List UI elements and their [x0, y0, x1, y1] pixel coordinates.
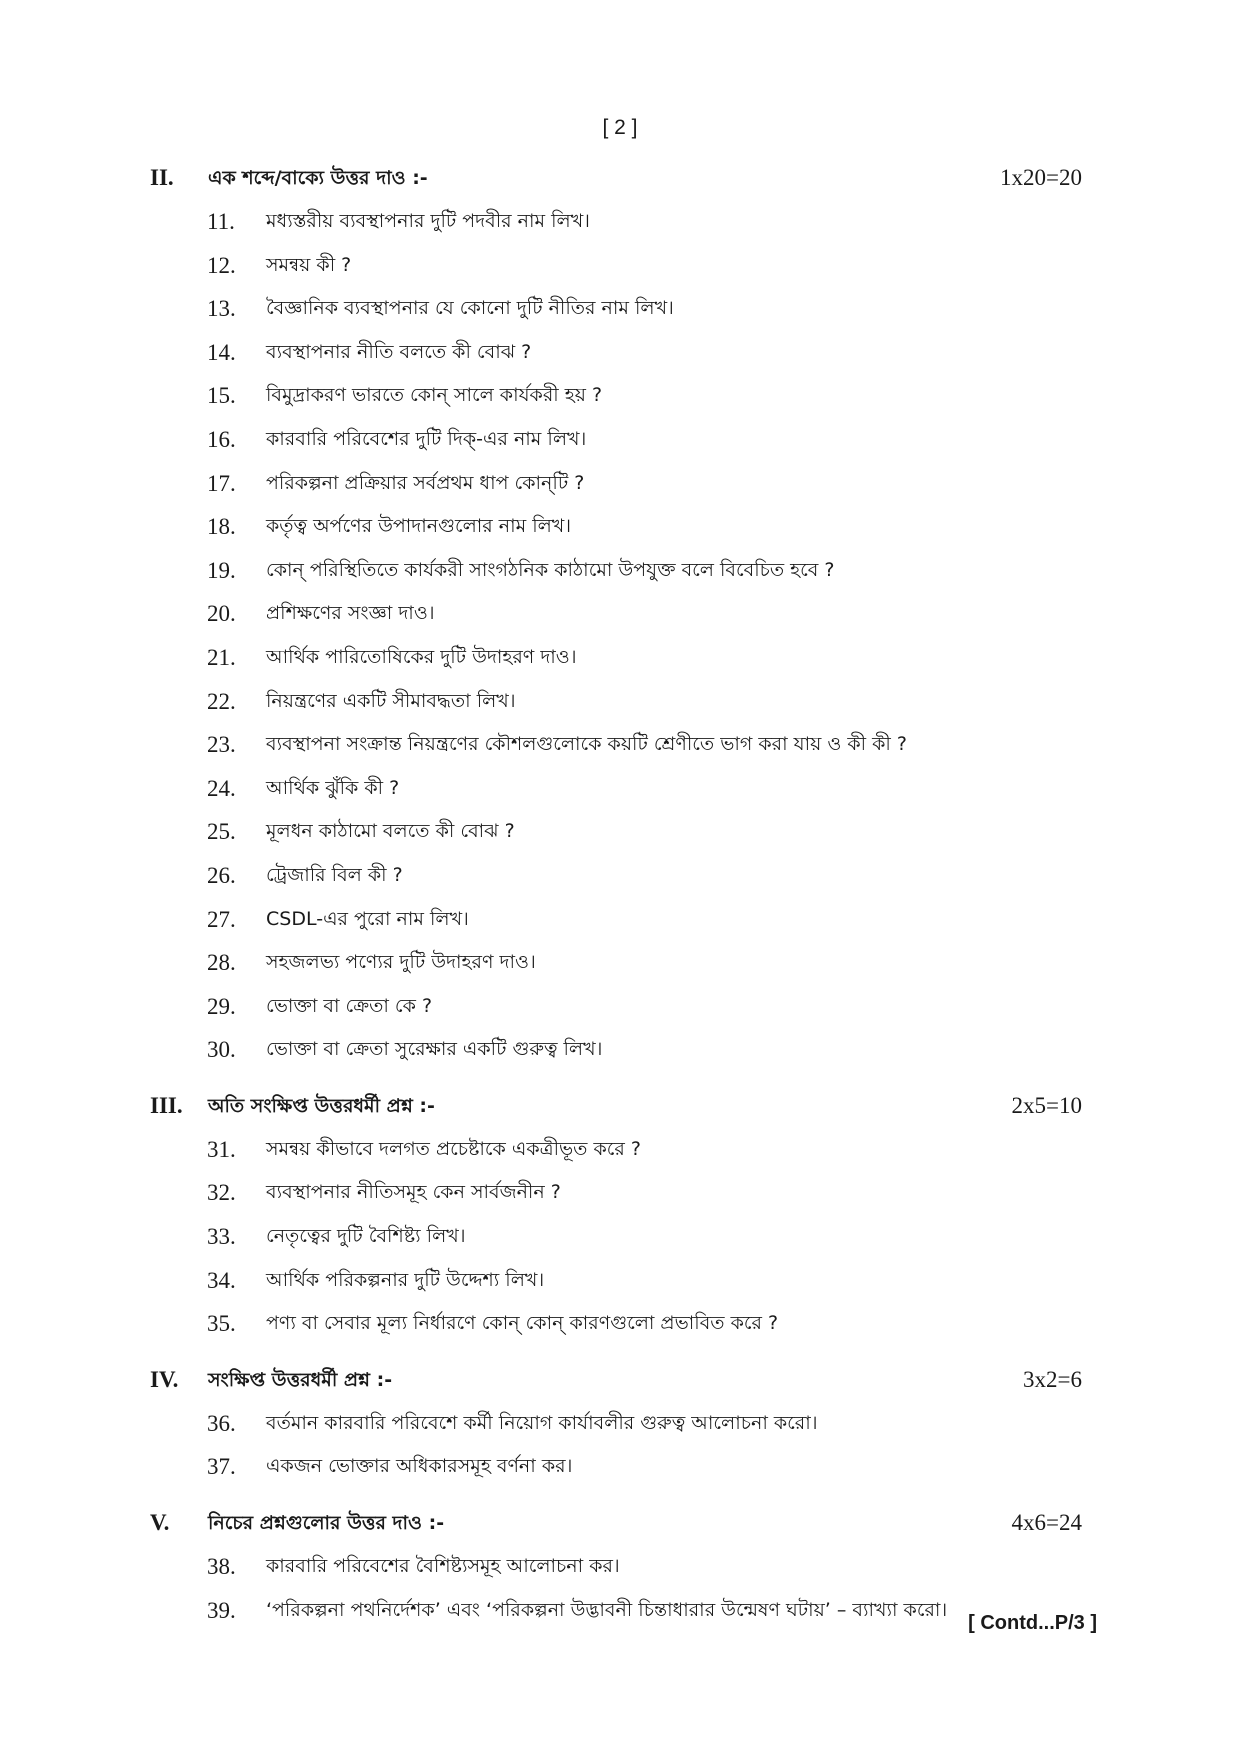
- question-item: [0, 985, 1240, 1029]
- question-text: সমন্বয় কী ?: [266, 253, 352, 276]
- section-3: [0, 1358, 1240, 1489]
- question-item: [0, 941, 1240, 985]
- question-number: 29.: [207, 993, 236, 1019]
- question-item: [0, 723, 1240, 767]
- question-number: 13.: [207, 296, 236, 322]
- question-number: 35.: [207, 1311, 236, 1337]
- question-text: মূলধন কাঠামো বলতে কী বোঝ ?: [266, 820, 515, 843]
- question-text: বর্তমান কারবারি পরিবেশে কর্মী নিয়োগ কার্যাবলীর গুরুত্ব আলোচনা করো।: [266, 1411, 818, 1434]
- section-heading: [0, 1084, 1240, 1128]
- section-marks: 4x6=24: [1011, 1510, 1082, 1536]
- question-text: ‘পরিকল্পনা পথনির্দেশক’ এবং ‘পরিকল্পনা উদ্ভাবনী চিন্তাধারার উন্মেষণ ঘটায়’ – ব্যাখ্যা করো।: [266, 1598, 948, 1621]
- question-item: [0, 549, 1240, 593]
- question-text: সমন্বয় কীভাবে দলগত প্রচেষ্টাকে একত্রীভূত করে ?: [266, 1137, 641, 1160]
- question-number: 28.: [207, 950, 236, 976]
- question-item: [0, 1171, 1240, 1215]
- section-title: নিচের প্রশ্নগুলোর উত্তর দাও :-: [208, 1512, 445, 1535]
- continued-note: [ Contd...P/3 ]: [968, 1612, 1097, 1634]
- section-roman-numeral: II.: [150, 165, 174, 190]
- question-number: 23.: [207, 732, 236, 758]
- question-text: কারবারি পরিবেশের বৈশিষ্ট্যসমূহ আলোচনা কর।: [266, 1555, 620, 1578]
- question-text: আর্থিক ঝুঁকি কী ?: [266, 776, 400, 799]
- question-number: 14.: [207, 339, 236, 365]
- question-item: [0, 287, 1240, 331]
- question-text: পরিকল্পনা প্রক্রিয়ার সর্বপ্রথম ধাপ কোন্‌টি ?: [266, 471, 585, 494]
- question-item: [0, 898, 1240, 942]
- question-item: [0, 200, 1240, 244]
- question-number: 18.: [207, 514, 236, 540]
- section-title: এক শব্দে/বাক্যে উত্তর দাও :-: [208, 167, 428, 189]
- question-item: [0, 592, 1240, 636]
- question-text: বিমুদ্রাকরণ ভারতে কোন্ সালে কার্যকরী হয় ?: [266, 384, 603, 407]
- question-item: [0, 331, 1240, 375]
- question-number: 33.: [207, 1224, 236, 1250]
- question-text: CSDL-এর পুরো নাম লিখ।: [266, 907, 469, 930]
- question-text: ব্যবস্থাপনার নীতি বলতে কী বোঝ ?: [266, 340, 532, 363]
- question-text: ট্রেজারি বিল কী ?: [266, 863, 403, 886]
- question-number: 24.: [207, 775, 236, 801]
- question-text: কর্তৃত্ব অর্পণের উপাদানগুলোর নাম লিখ।: [266, 515, 572, 538]
- question-text: পণ্য বা সেবার মূল্য নির্ধারণে কোন্ কোন্ কারণগুলো প্রভাবিত করে ?: [266, 1312, 779, 1335]
- section-marks: 1x20=20: [1000, 165, 1082, 190]
- question-text: নিয়ন্ত্রণের একটি সীমাবদ্ধতা লিখ।: [266, 689, 516, 712]
- question-number: 26.: [207, 862, 236, 888]
- question-number: 38.: [207, 1554, 236, 1580]
- question-number: 17.: [207, 470, 236, 496]
- question-item: [0, 810, 1240, 854]
- question-number: 30.: [207, 1037, 236, 1063]
- question-text: আর্থিক পরিকল্পনার দুটি উদ্দেশ্য লিখ।: [266, 1268, 545, 1291]
- question-number: 31.: [207, 1136, 236, 1162]
- question-text: ভোক্তা বা ক্রেতা সুরেক্ষার একটি গুরুত্ব লিখ।: [266, 1038, 603, 1061]
- question-text: মধ্যস্তরীয় ব্যবস্থাপনার দুটি পদবীর নাম লিখ।: [266, 210, 590, 232]
- question-item: [0, 1128, 1240, 1172]
- question-item: [0, 1545, 1240, 1589]
- question-text: সহজলভ্য পণ্যের দুটি উদাহরণ দাও।: [266, 951, 536, 974]
- section-2: [0, 1084, 1240, 1346]
- question-item: [0, 767, 1240, 811]
- question-text: নেতৃত্বের দুটি বৈশিষ্ট্য লিখ।: [266, 1225, 466, 1248]
- question-text: ব্যবস্থাপনার নীতিসমূহ কেন সার্বজনীন ?: [266, 1181, 561, 1204]
- section-roman-numeral: III.: [150, 1092, 183, 1118]
- question-number: 11.: [207, 209, 235, 234]
- question-item: [0, 244, 1240, 288]
- question-text: একজন ভোক্তার অধিকারসমূহ বর্ণনা কর।: [266, 1455, 573, 1478]
- section-heading: [0, 1501, 1240, 1545]
- question-item: [0, 854, 1240, 898]
- question-number: 22.: [207, 688, 236, 714]
- question-item: [0, 374, 1240, 418]
- section-roman-numeral: IV.: [150, 1366, 179, 1392]
- question-number: 15.: [207, 383, 236, 409]
- question-text: কারবারি পরিবেশের দুটি দিক্-এর নাম লিখ।: [266, 427, 587, 450]
- section-marks: 2x5=10: [1011, 1092, 1082, 1118]
- question-item: [0, 505, 1240, 549]
- question-item: [0, 1302, 1240, 1346]
- section-marks: 3x2=6: [1023, 1366, 1082, 1392]
- question-item: [0, 1402, 1240, 1446]
- question-item: [0, 1445, 1240, 1489]
- question-number: 32.: [207, 1180, 236, 1206]
- question-number: 19.: [207, 557, 236, 583]
- section-1: [0, 156, 1240, 1072]
- question-number: 21.: [207, 644, 236, 670]
- question-item: [0, 636, 1240, 680]
- question-item: [0, 680, 1240, 724]
- question-number: 25.: [207, 819, 236, 845]
- question-number: 20.: [207, 601, 236, 627]
- question-text: প্রশিক্ষণের সংজ্ঞা দাও।: [266, 602, 435, 625]
- question-text: ভোক্তা বা ক্রেতা কে ?: [266, 994, 433, 1017]
- question-number: 27.: [207, 906, 236, 932]
- question-paper: [0, 156, 1240, 1632]
- question-item: [0, 1028, 1240, 1072]
- question-number: 12.: [207, 252, 236, 278]
- question-text: কোন্ পরিস্থিতিতে কার্যকরী সাংগঠনিক কাঠামো উপযুক্ত বলে বিবেচিত হবে ?: [266, 558, 835, 581]
- question-number: 37.: [207, 1454, 236, 1480]
- question-item: [0, 462, 1240, 506]
- page-number: [ 2 ]: [602, 116, 638, 139]
- section-title: সংক্ষিপ্ত উত্তরধর্মী প্রশ্ন :-: [208, 1368, 393, 1391]
- question-number: 34.: [207, 1267, 236, 1293]
- section-roman-numeral: V.: [150, 1510, 170, 1536]
- question-text: বৈজ্ঞানিক ব্যবস্থাপনার যে কোনো দুটি নীতির নাম লিখ।: [266, 297, 674, 320]
- section-heading: [0, 1358, 1240, 1402]
- section-heading: [0, 156, 1240, 200]
- question-number: 36.: [207, 1410, 236, 1436]
- section-title: অতি সংক্ষিপ্ত উত্তরধর্মী প্রশ্ন :-: [208, 1094, 435, 1117]
- question-text: আর্থিক পারিতোষিকের দুটি উদাহরণ দাও।: [266, 645, 577, 668]
- question-item: [0, 1215, 1240, 1259]
- question-text: ব্যবস্থাপনা সংক্রান্ত নিয়ন্ত্রণের কৌশলগুলোকে কয়টি শ্রেণীতে ভাগ করা যায় ও কী কী ?: [266, 733, 907, 756]
- question-item: [0, 1259, 1240, 1303]
- question-item: [0, 418, 1240, 462]
- question-number: 16.: [207, 426, 236, 452]
- question-number: 39.: [207, 1597, 236, 1623]
